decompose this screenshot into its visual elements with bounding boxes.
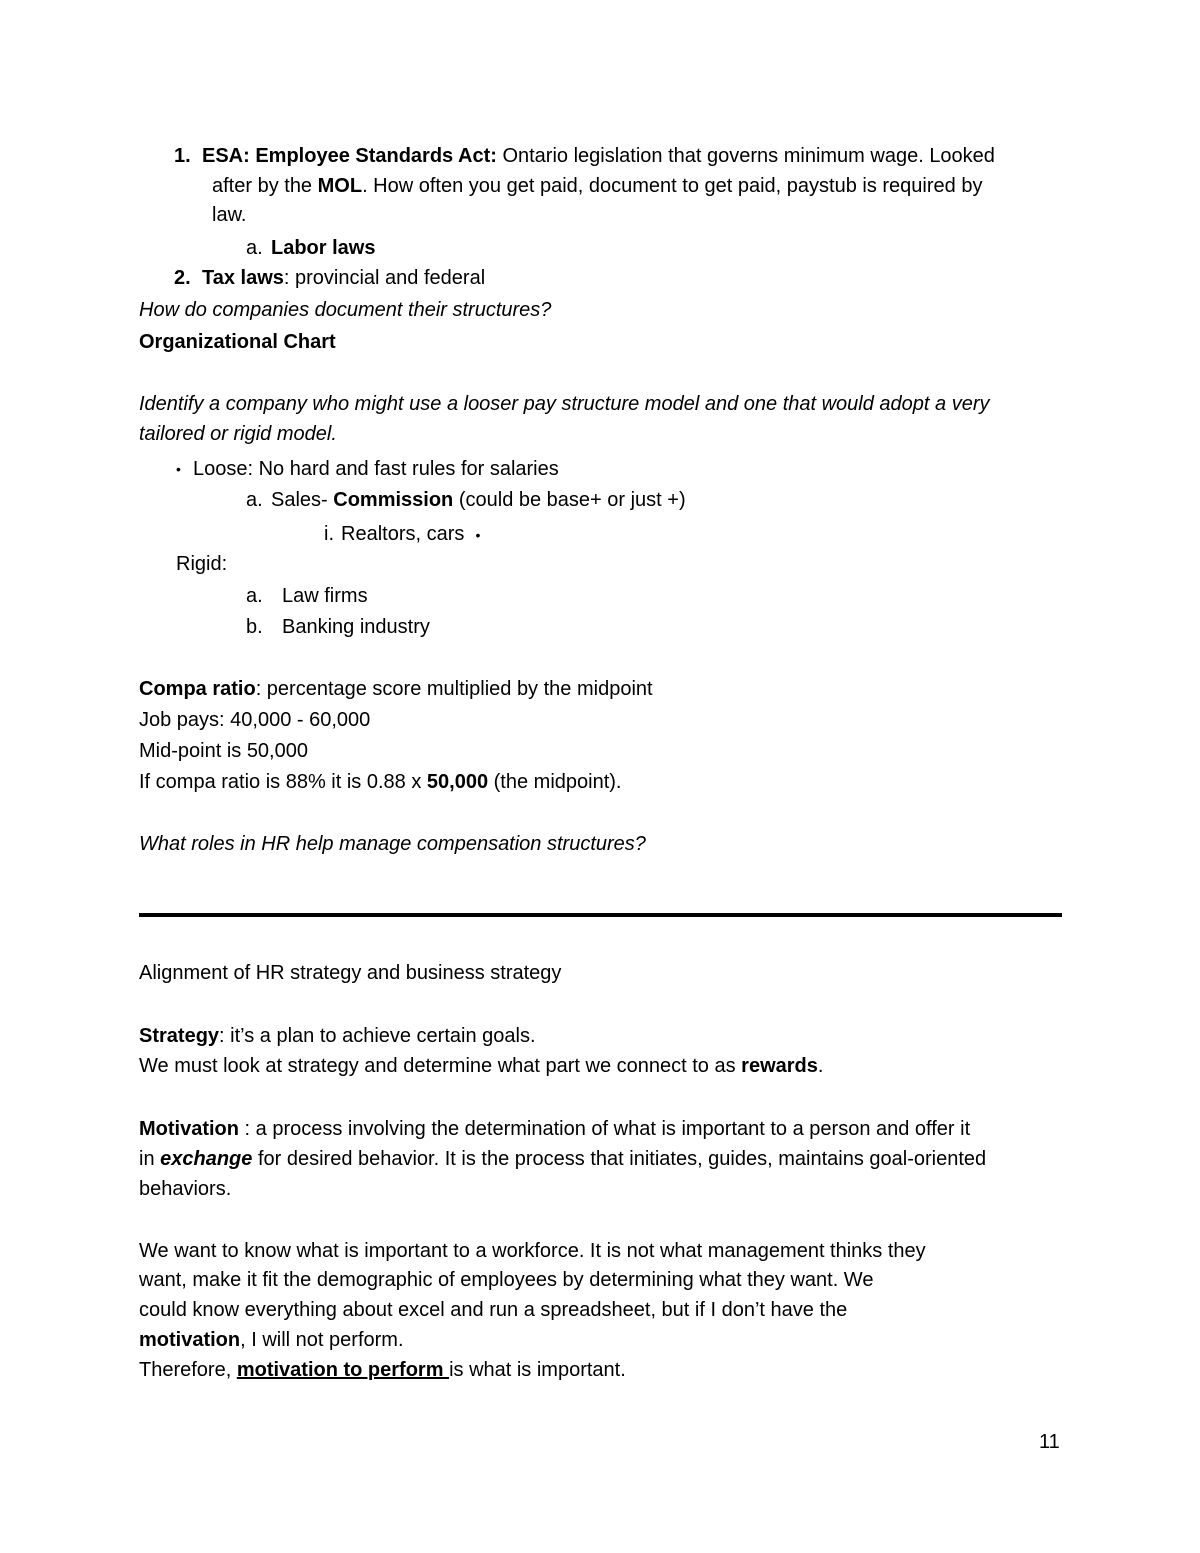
compa-ratio-term: Compa ratio (139, 678, 256, 700)
question-1-text: How do companies document their structures? (139, 299, 552, 321)
question-pay-structure-2 (139, 421, 337, 447)
strategy-text: : it’s a plan to achieve certain goals. (219, 1025, 536, 1047)
motivation-bold: motivation (139, 1329, 241, 1351)
compa-example-pre: If compa ratio is 88% it is 0.88 x (139, 771, 427, 793)
question-document-structures (139, 297, 551, 323)
motivation-line-1 (139, 1116, 970, 1142)
page-number: 11 (1039, 1431, 1060, 1453)
strategy-term: Strategy (139, 1025, 220, 1047)
motivation-line-3: behaviors. (139, 1178, 232, 1200)
compa-example-midpoint: 50,000 (426, 771, 489, 793)
motivation-text-2-pre: in (139, 1148, 161, 1170)
labor-laws-text: Labor laws (271, 237, 376, 259)
loose-bullet: • (176, 461, 181, 477)
motivation-text-2-post: for desired behavior. It is the process that initiates, guides, maintains goal-oriented (252, 1148, 987, 1170)
section-divider (139, 913, 1062, 917)
esa-text-1: Ontario legislation that governs minimum wage. Looked (496, 145, 995, 167)
tax-laws-term: Tax laws (202, 267, 284, 289)
realtors-marker: i. (324, 523, 334, 545)
compa-ratio-def (139, 676, 653, 702)
question-hr-roles (139, 831, 646, 857)
tax-laws-text: : provincial and federal (283, 267, 486, 289)
law-firms: Law firms (282, 585, 368, 607)
labor-laws (271, 235, 375, 261)
banking-marker: b. (246, 616, 263, 638)
list-number-1: 1. (174, 145, 191, 167)
tax-laws-line (202, 265, 485, 291)
para-line-4-post: , I will not perform. (240, 1329, 404, 1351)
question-3-text: What roles in HR help manage compensation structures? (139, 833, 646, 855)
esa-line-3: law. (212, 204, 247, 226)
esa-line-1 (202, 143, 995, 169)
realtors-bullet: • (475, 527, 481, 543)
sales-line (271, 487, 686, 513)
motivation-to-perform: motivation to perform (236, 1359, 450, 1381)
question-2-text-2: tailored or rigid model. (139, 423, 337, 445)
question-2-text-1: Identify a company who might use a looser pay structure model and one that would adopt a very (139, 393, 990, 415)
esa-text-2a: after by the (212, 175, 318, 197)
compa-ratio-text: : percentage score multiplied by the midpoint (255, 678, 653, 700)
law-firms-marker: a. (246, 585, 263, 607)
alignment-heading: Alignment of HR strategy and business strategy (139, 962, 562, 984)
motivation-term: Motivation (139, 1118, 239, 1140)
list-number-2: 2. (174, 267, 191, 289)
loose-line: Loose: No hard and fast rules for salaries (193, 458, 559, 480)
strategy-def (139, 1023, 536, 1049)
sales-marker: a. (246, 489, 263, 511)
esa-line-2 (212, 173, 982, 199)
realtors-line (341, 521, 480, 548)
esa-text-2b: . How often you get paid, document to get paid, paystub is required by (362, 175, 983, 197)
org-chart-heading (139, 329, 336, 355)
motivation-line-2 (139, 1146, 986, 1172)
rewards-term: rewards (741, 1055, 818, 1077)
para-line-5 (139, 1357, 626, 1383)
strategy-line-2-post: . (817, 1055, 824, 1077)
exchange-term: exchange (160, 1148, 253, 1170)
esa-term: ESA: Employee Standards Act: (202, 145, 497, 167)
para-line-4 (139, 1327, 404, 1353)
para-line-1: We want to know what is important to a workforce. It is not what management thinks they (139, 1240, 926, 1262)
midpoint-line: Mid-point is 50,000 (139, 740, 308, 762)
org-chart-text: Organizational Chart (139, 331, 336, 353)
job-pays-line: Job pays: 40,000 - 60,000 (139, 709, 371, 731)
para-line-5-post: is what is important. (449, 1359, 626, 1381)
mol-term: MOL (317, 175, 363, 197)
realtors-text: Realtors, cars (341, 523, 465, 545)
strategy-line-2 (139, 1053, 823, 1079)
question-pay-structure-1 (139, 391, 990, 417)
para-line-2: want, make it fit the demographic of employees by determining what they want. We (139, 1269, 874, 1291)
labor-laws-marker: a. (246, 237, 263, 259)
sales-post: (could be base+ or just +) (453, 489, 686, 511)
para-line-5-pre: Therefore, (139, 1359, 237, 1381)
para-line-3: could know everything about excel and run a spreadsheet, but if I don’t have the (139, 1299, 848, 1321)
compa-example-post: (the midpoint). (488, 771, 622, 793)
commission-term: Commission (333, 489, 454, 511)
motivation-text-1: : a process involving the determination of what is important to a person and offer it (239, 1118, 971, 1140)
compa-example-line (139, 769, 621, 795)
sales-pre: Sales- (271, 489, 334, 511)
strategy-line-2-pre: We must look at strategy and determine what part we connect to as (139, 1055, 742, 1077)
rigid-label: Rigid: (176, 553, 228, 575)
banking-industry: Banking industry (282, 616, 430, 638)
